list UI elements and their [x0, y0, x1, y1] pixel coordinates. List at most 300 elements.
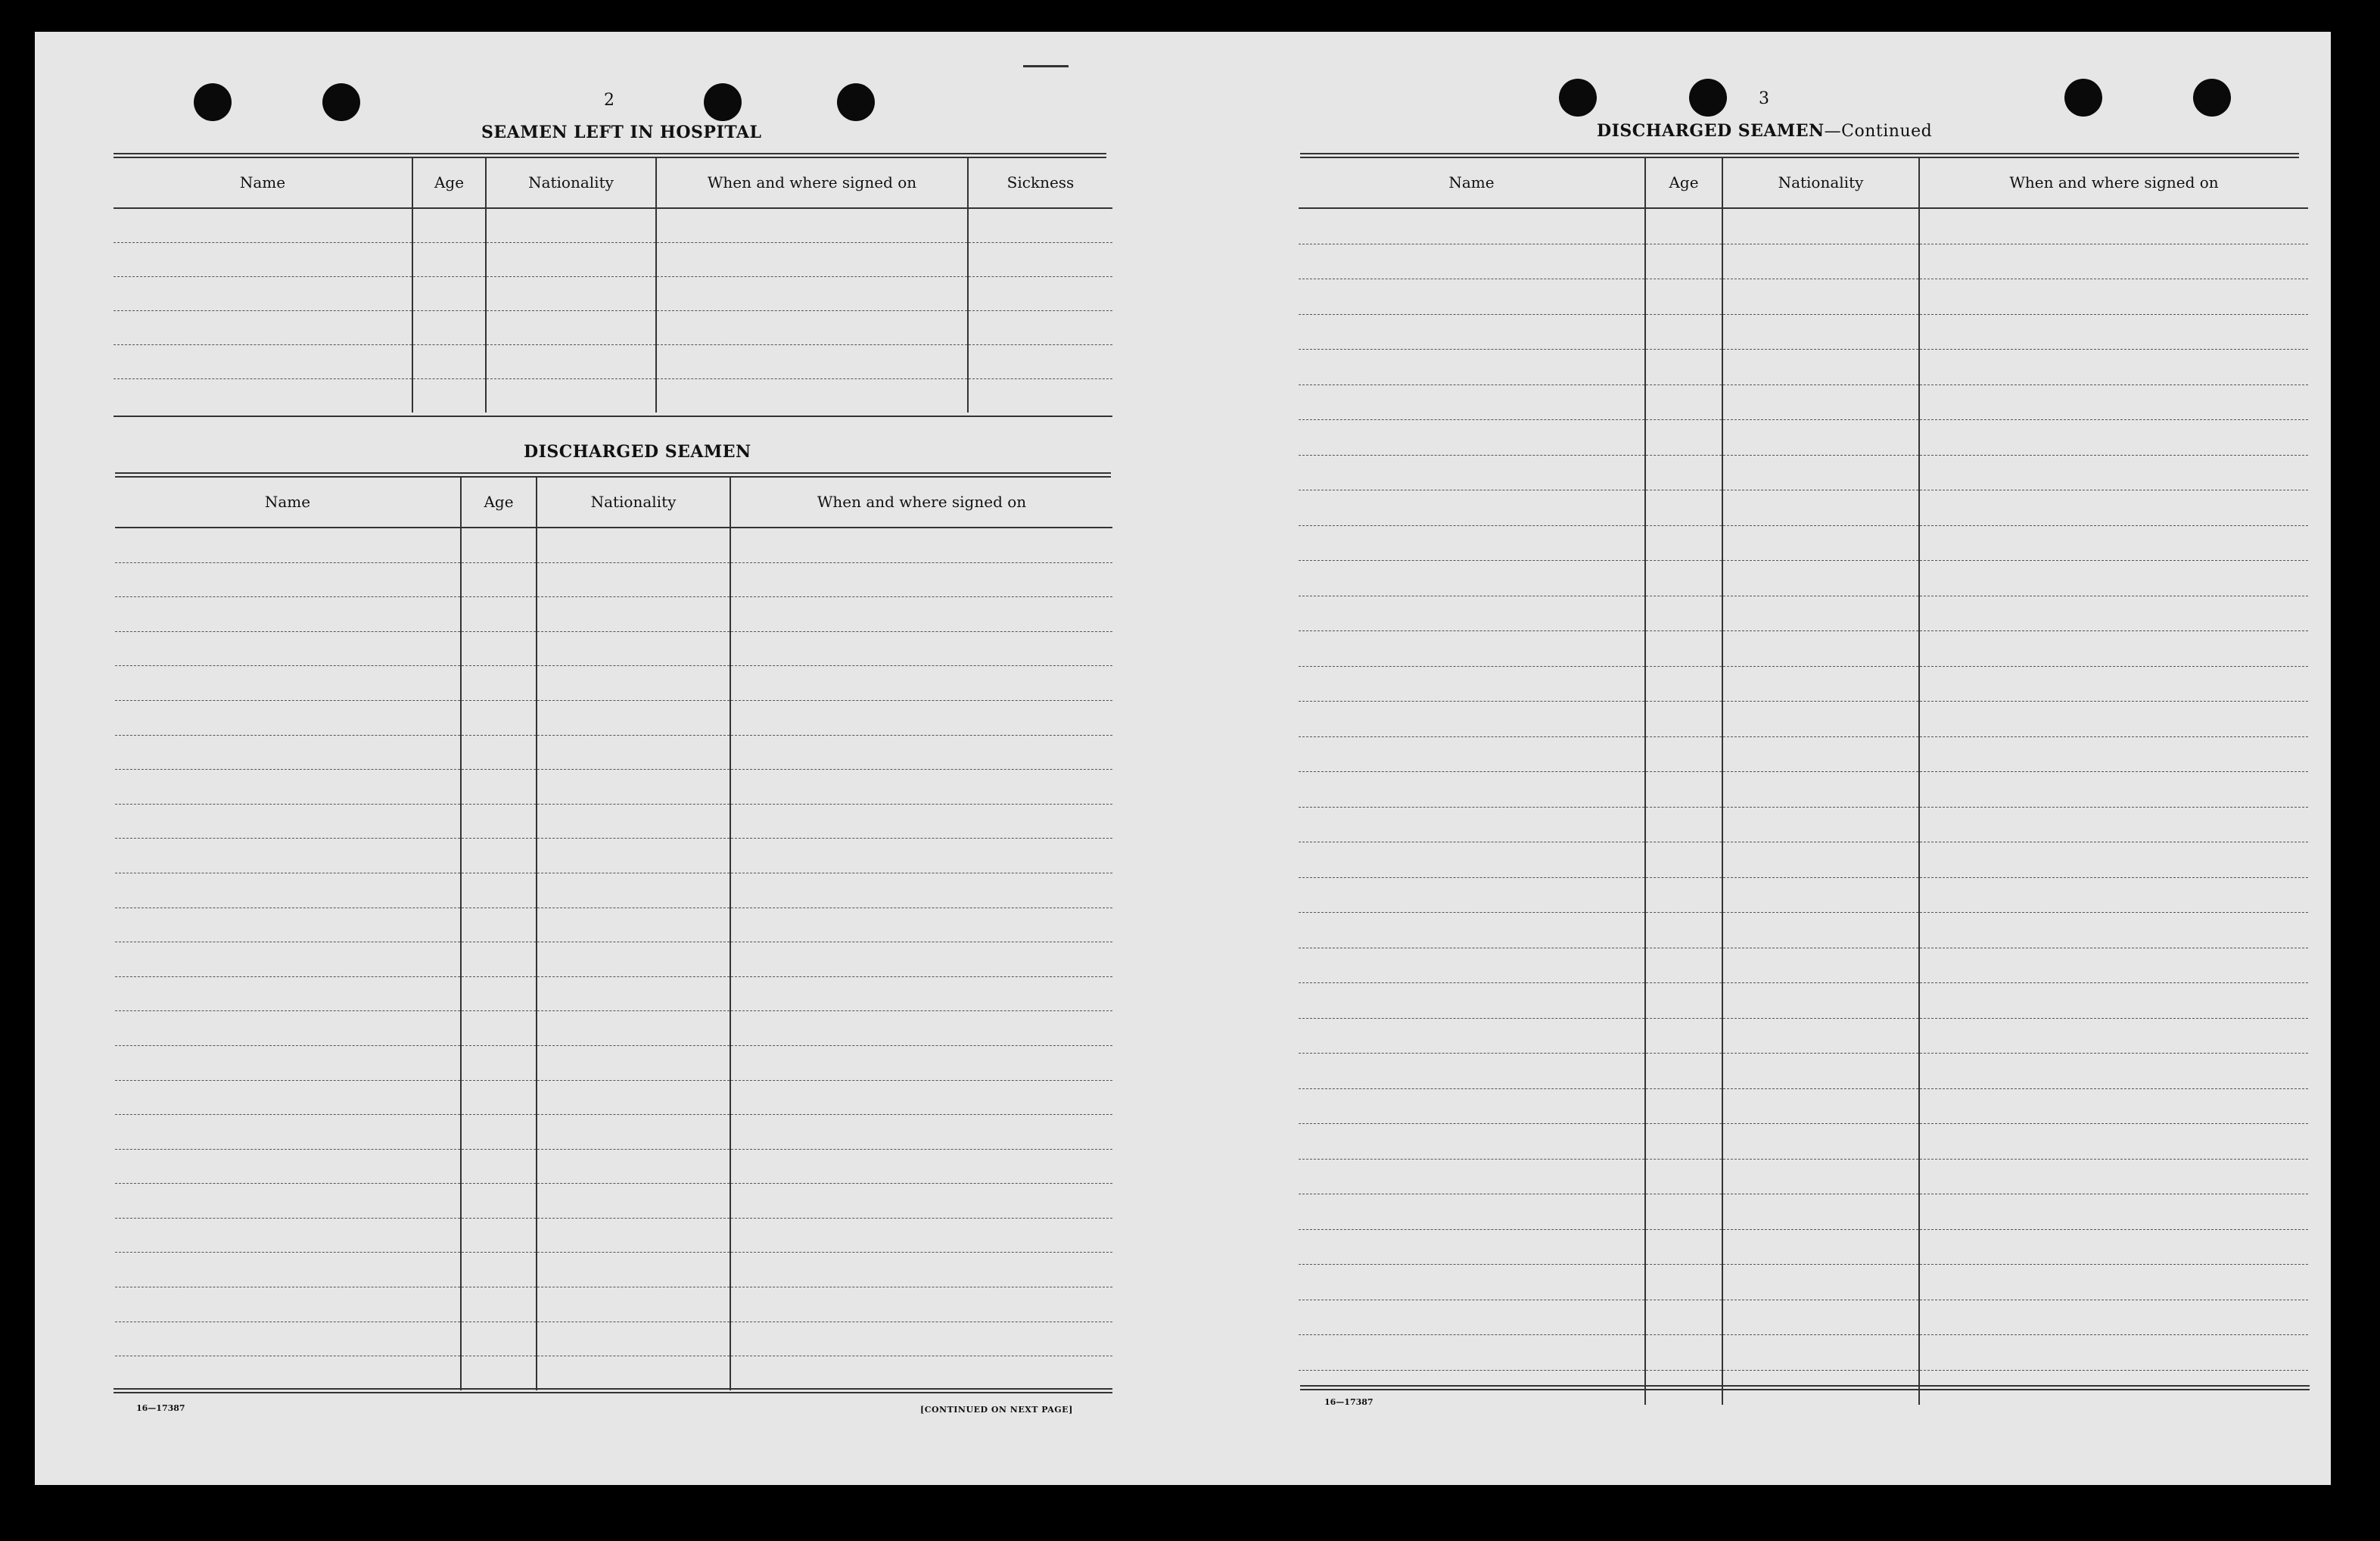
- table-row: [1299, 1300, 2308, 1335]
- blank-cell: [1645, 350, 1722, 385]
- blank-cell: [537, 1356, 730, 1390]
- blank-cell: [1722, 1265, 1919, 1300]
- blank-cell: [1919, 561, 2308, 596]
- table-row: [114, 345, 1112, 379]
- blank-cell: [115, 976, 461, 1011]
- punch-hole: [837, 83, 875, 121]
- blank-cell: [115, 1184, 461, 1219]
- punch-hole: [1689, 79, 1727, 117]
- blank-cell: [537, 770, 730, 805]
- blank-cell: [1299, 736, 1645, 772]
- blank-cell: [730, 942, 1112, 977]
- blank-cell: [115, 1322, 461, 1356]
- blank-cell: [461, 1184, 537, 1219]
- blank-cell: [730, 528, 1112, 562]
- blank-cell: [115, 873, 461, 907]
- blank-cell: [1919, 666, 2308, 702]
- blank-cell: [730, 770, 1112, 805]
- table-row: [1299, 983, 2308, 1019]
- table-row: [1299, 244, 2308, 279]
- table-row: [115, 1356, 1112, 1390]
- blank-cell: [1722, 420, 1919, 456]
- blank-cell: [1299, 877, 1645, 913]
- blank-cell: [1299, 1054, 1645, 1089]
- page-2: [35, 32, 1178, 1485]
- blank-cell: [1299, 666, 1645, 702]
- blank-cell: [412, 311, 486, 345]
- blank-cell: [461, 839, 537, 873]
- column-header-name: Name: [1299, 157, 1645, 208]
- blank-cell: [115, 735, 461, 770]
- blank-cell: [1299, 350, 1645, 385]
- table-row: [115, 666, 1112, 701]
- table-row: [1299, 314, 2308, 350]
- blank-cell: [1919, 1300, 2308, 1335]
- blank-cell: [1299, 1088, 1645, 1124]
- blank-cell: [1919, 1018, 2308, 1054]
- table-row: [115, 1184, 1112, 1219]
- blank-cell: [461, 1356, 537, 1390]
- table-row: [1299, 208, 2308, 244]
- blank-cell: [537, 528, 730, 562]
- blank-cell: [1722, 1229, 1919, 1265]
- table-row: [1299, 842, 2308, 878]
- form-number: 16—17387: [136, 1403, 185, 1413]
- blank-cell: [114, 208, 412, 243]
- table-row: [1299, 1159, 2308, 1194]
- table-row: [1299, 772, 2308, 808]
- blank-cell: [1919, 490, 2308, 526]
- blank-cell: [1919, 1194, 2308, 1230]
- blank-cell: [1722, 1018, 1919, 1054]
- table-row: [115, 1322, 1112, 1356]
- punch-hole: [1559, 79, 1597, 117]
- table-row: [115, 1287, 1112, 1322]
- table-row: [1299, 1194, 2308, 1230]
- blank-cell: [730, 631, 1112, 666]
- blank-cell: [1722, 1300, 1919, 1335]
- column-header-age: Age: [1645, 157, 1722, 208]
- blank-cell: [537, 873, 730, 907]
- blank-cell: [1722, 1335, 1919, 1371]
- blank-cell: [115, 1356, 461, 1390]
- table-row: [1299, 1088, 2308, 1124]
- header-row: [115, 477, 1112, 528]
- column-header-nationality: Nationality: [486, 157, 656, 208]
- blank-cell: [730, 1287, 1112, 1322]
- blank-cell: [115, 631, 461, 666]
- table-row: [1299, 1018, 2308, 1054]
- page-number: 3: [1759, 89, 1769, 108]
- blank-cell: [537, 839, 730, 873]
- blank-cell: [1645, 1088, 1722, 1124]
- blank-cell: [968, 345, 1112, 379]
- blank-cell: [1919, 877, 2308, 913]
- blank-cell: [1919, 350, 2308, 385]
- table-row: [1299, 384, 2308, 420]
- blank-cell: [115, 666, 461, 701]
- blank-cell: [486, 277, 656, 311]
- section-title-discharged: DISCHARGED SEAMEN: [524, 442, 751, 462]
- blank-cell: [730, 1045, 1112, 1080]
- blank-cell: [412, 345, 486, 379]
- column-header-signed-on: When and where signed on: [1919, 157, 2308, 208]
- section-title-text: DISCHARGED SEAMEN: [1597, 121, 1825, 141]
- table-row: [1299, 913, 2308, 948]
- table-row: [1299, 702, 2308, 737]
- table-row: [115, 1253, 1112, 1287]
- blank-cell: [1722, 1124, 1919, 1160]
- blank-cell: [1299, 631, 1645, 667]
- blank-cell: [537, 666, 730, 701]
- blank-cell: [1722, 913, 1919, 948]
- page-number: 2: [604, 91, 614, 110]
- blank-cell: [1645, 877, 1722, 913]
- section-title-hospital: SEAMEN LEFT IN HOSPITAL: [481, 123, 762, 142]
- blank-cell: [115, 1218, 461, 1253]
- blank-cell: [1645, 1018, 1722, 1054]
- blank-cell: [1645, 384, 1722, 420]
- blank-cell: [1645, 208, 1722, 244]
- blank-cell: [461, 528, 537, 562]
- blank-cell: [1722, 1159, 1919, 1194]
- table-row: [1299, 666, 2308, 702]
- blank-cell: [968, 277, 1112, 311]
- blank-cell: [115, 1080, 461, 1115]
- blank-cell: [1722, 596, 1919, 631]
- blank-cell: [412, 208, 486, 243]
- blank-cell: [1645, 666, 1722, 702]
- blank-cell: [115, 1115, 461, 1150]
- blank-cell: [656, 277, 968, 311]
- blank-cell: [1299, 279, 1645, 315]
- punch-hole: [704, 83, 742, 121]
- blank-cell: [115, 907, 461, 942]
- blank-cell: [461, 1045, 537, 1080]
- blank-cell: [1919, 913, 2308, 948]
- table-row: [1299, 948, 2308, 983]
- section-rule: [114, 416, 1112, 417]
- column-header-nationality: Nationality: [537, 477, 730, 528]
- blank-cell: [461, 976, 537, 1011]
- blank-cell: [1722, 702, 1919, 737]
- blank-cell: [730, 735, 1112, 770]
- blank-cell: [1645, 279, 1722, 315]
- blank-cell: [1299, 208, 1645, 244]
- blank-cell: [461, 1218, 537, 1253]
- blank-cell: [1299, 1159, 1645, 1194]
- blank-cell: [968, 208, 1112, 243]
- blank-cell: [461, 1115, 537, 1150]
- blank-cell: [730, 562, 1112, 597]
- table-row: [1299, 736, 2308, 772]
- blank-cell: [537, 804, 730, 839]
- blank-cell: [1645, 1159, 1722, 1194]
- blank-cell: [1919, 596, 2308, 631]
- blank-cell: [461, 1253, 537, 1287]
- table-row: [115, 942, 1112, 977]
- table-row: [1299, 561, 2308, 596]
- blank-cell: [656, 243, 968, 277]
- table-row: [114, 243, 1112, 277]
- blank-cell: [115, 839, 461, 873]
- table-row: [1299, 420, 2308, 456]
- blank-cell: [1299, 384, 1645, 420]
- table-row: [115, 597, 1112, 632]
- blank-cell: [1645, 596, 1722, 631]
- page-3: [1215, 32, 2331, 1485]
- blank-cell: [1722, 772, 1919, 808]
- blank-cell: [114, 243, 412, 277]
- blank-cell: [1299, 772, 1645, 808]
- blank-cell: [730, 1149, 1112, 1184]
- blank-cell: [1645, 842, 1722, 878]
- blank-cell: [115, 562, 461, 597]
- blank-cell: [1299, 525, 1645, 561]
- blank-cell: [1299, 948, 1645, 983]
- blank-cell: [1299, 1018, 1645, 1054]
- blank-cell: [730, 1080, 1112, 1115]
- column-header-signed-on: When and where signed on: [656, 157, 968, 208]
- blank-cell: [1645, 983, 1722, 1019]
- blank-cell: [1645, 1300, 1722, 1335]
- blank-cell: [1722, 1054, 1919, 1089]
- blank-cell: [537, 597, 730, 632]
- table-row: [115, 1218, 1112, 1253]
- blank-cell: [1919, 244, 2308, 279]
- column-header-name: Name: [115, 477, 461, 528]
- blank-cell: [968, 243, 1112, 277]
- blank-cell: [115, 528, 461, 562]
- blank-cell: [730, 1218, 1112, 1253]
- blank-cell: [1299, 420, 1645, 456]
- blank-cell: [1919, 1335, 2308, 1371]
- table-row: [115, 907, 1112, 942]
- blank-cell: [1645, 1054, 1722, 1089]
- blank-cell: [656, 311, 968, 345]
- table-row: [115, 1080, 1112, 1115]
- blank-cell: [115, 1149, 461, 1184]
- table-row: [1299, 490, 2308, 526]
- blank-cell: [1919, 1124, 2308, 1160]
- blank-cell: [1645, 913, 1722, 948]
- blank-cell: [730, 907, 1112, 942]
- blank-cell: [115, 1011, 461, 1046]
- blank-cell: [412, 379, 486, 413]
- blank-cell: [537, 976, 730, 1011]
- blank-cell: [461, 1011, 537, 1046]
- blank-cell: [1645, 525, 1722, 561]
- blank-cell: [537, 1322, 730, 1356]
- blank-cell: [1919, 314, 2308, 350]
- blank-cell: [1919, 772, 2308, 808]
- blank-cell: [1645, 244, 1722, 279]
- blank-cell: [1645, 1265, 1722, 1300]
- blank-cell: [1722, 1194, 1919, 1230]
- blank-cell: [1722, 1088, 1919, 1124]
- blank-cell: [1645, 314, 1722, 350]
- document-sheet: [35, 32, 2331, 1485]
- blank-cell: [461, 597, 537, 632]
- blank-cell: [461, 562, 537, 597]
- blank-cell: [1299, 702, 1645, 737]
- blank-cell: [537, 1218, 730, 1253]
- blank-cell: [537, 1253, 730, 1287]
- blank-cell: [1722, 983, 1919, 1019]
- blank-cell: [114, 311, 412, 345]
- blank-cell: [537, 942, 730, 977]
- punch-hole: [2193, 79, 2231, 117]
- table-row: [115, 873, 1112, 907]
- blank-cell: [537, 1287, 730, 1322]
- blank-cell: [1919, 1159, 2308, 1194]
- blank-cell: [1722, 244, 1919, 279]
- blank-cell: [1299, 1124, 1645, 1160]
- blank-cell: [1299, 490, 1645, 526]
- blank-cell: [114, 379, 412, 413]
- blank-cell: [115, 1253, 461, 1287]
- blank-cell: [730, 597, 1112, 632]
- blank-cell: [1722, 384, 1919, 420]
- blank-cell: [1299, 807, 1645, 842]
- blank-cell: [461, 735, 537, 770]
- blank-cell: [1722, 666, 1919, 702]
- blank-cell: [461, 1149, 537, 1184]
- column-header-age: Age: [412, 157, 486, 208]
- punch-hole: [194, 83, 232, 121]
- blank-cell: [1722, 525, 1919, 561]
- column-header-signed-on: When and where signed on: [730, 477, 1112, 528]
- discharged-continued-table: [1299, 157, 2308, 1405]
- blank-cell: [1299, 1194, 1645, 1230]
- blank-cell: [730, 1115, 1112, 1150]
- blank-cell: [1645, 455, 1722, 490]
- blank-cell: [537, 1115, 730, 1150]
- blank-cell: [1919, 384, 2308, 420]
- blank-cell: [486, 208, 656, 243]
- table-row: [115, 631, 1112, 666]
- blank-cell: [1645, 702, 1722, 737]
- table-row: [1299, 631, 2308, 667]
- blank-cell: [1722, 314, 1919, 350]
- blank-cell: [1645, 561, 1722, 596]
- table-row: [115, 562, 1112, 597]
- column-header-age: Age: [461, 477, 537, 528]
- table-row: [1299, 350, 2308, 385]
- blank-cell: [461, 907, 537, 942]
- blank-cell: [1722, 455, 1919, 490]
- blank-cell: [486, 379, 656, 413]
- blank-cell: [537, 700, 730, 735]
- table-row: [1299, 1054, 2308, 1089]
- table-row: [1299, 279, 2308, 315]
- blank-cell: [730, 976, 1112, 1011]
- blank-cell: [730, 1356, 1112, 1390]
- blank-cell: [1299, 1265, 1645, 1300]
- table-row: [1299, 877, 2308, 913]
- blank-cell: [1645, 772, 1722, 808]
- table-row: [115, 804, 1112, 839]
- blank-cell: [1919, 842, 2308, 878]
- blank-cell: [486, 345, 656, 379]
- blank-cell: [115, 597, 461, 632]
- blank-cell: [412, 277, 486, 311]
- table-row: [1299, 807, 2308, 842]
- blank-cell: [115, 1045, 461, 1080]
- blank-cell: [1299, 314, 1645, 350]
- blank-cell: [1645, 807, 1722, 842]
- table-row: [115, 1115, 1112, 1150]
- blank-cell: [656, 345, 968, 379]
- blank-cell: [730, 1253, 1112, 1287]
- blank-cell: [537, 1011, 730, 1046]
- table-row: [114, 311, 1112, 345]
- blank-cell: [1645, 420, 1722, 456]
- blank-cell: [730, 804, 1112, 839]
- blank-cell: [537, 1149, 730, 1184]
- table-row: [1299, 455, 2308, 490]
- table-row: [1299, 525, 2308, 561]
- blank-cell: [730, 873, 1112, 907]
- table-row: [114, 379, 1112, 413]
- blank-cell: [1919, 1088, 2308, 1124]
- discharged-table: [115, 477, 1112, 1390]
- blank-cell: [1299, 1229, 1645, 1265]
- blank-cell: [461, 1287, 537, 1322]
- blank-cell: [968, 379, 1112, 413]
- blank-cell: [1299, 913, 1645, 948]
- header-row: [114, 157, 1112, 208]
- blank-cell: [1919, 279, 2308, 315]
- blank-cell: [1722, 490, 1919, 526]
- blank-cell: [730, 700, 1112, 735]
- blank-cell: [1919, 702, 2308, 737]
- table-row: [115, 770, 1112, 805]
- table-row: [1299, 596, 2308, 631]
- blank-cell: [1299, 983, 1645, 1019]
- blank-cell: [461, 942, 537, 977]
- section-rule: [114, 1388, 1112, 1393]
- section-title-discharged-continued: [1597, 121, 1932, 141]
- blank-cell: [1722, 807, 1919, 842]
- blank-cell: [461, 873, 537, 907]
- table-row: [115, 839, 1112, 873]
- blank-cell: [1722, 208, 1919, 244]
- blank-cell: [1919, 525, 2308, 561]
- blank-cell: [461, 666, 537, 701]
- blank-cell: [1645, 1124, 1722, 1160]
- blank-cell: [1645, 736, 1722, 772]
- blank-cell: [1645, 490, 1722, 526]
- column-header-sickness: Sickness: [968, 157, 1112, 208]
- blank-cell: [1299, 455, 1645, 490]
- table-row: [115, 735, 1112, 770]
- blank-cell: [1645, 1229, 1722, 1265]
- section-title-suffix: —Continued: [1824, 122, 1933, 141]
- blank-cell: [537, 1045, 730, 1080]
- blank-cell: [1299, 596, 1645, 631]
- blank-cell: [537, 562, 730, 597]
- table-row: [1299, 1124, 2308, 1160]
- blank-cell: [1722, 842, 1919, 878]
- blank-cell: [486, 311, 656, 345]
- blank-cell: [461, 804, 537, 839]
- table-row: [1299, 1265, 2308, 1300]
- table-row: [114, 277, 1112, 311]
- blank-cell: [537, 735, 730, 770]
- blank-cell: [1645, 1194, 1722, 1230]
- table-row: [115, 700, 1112, 735]
